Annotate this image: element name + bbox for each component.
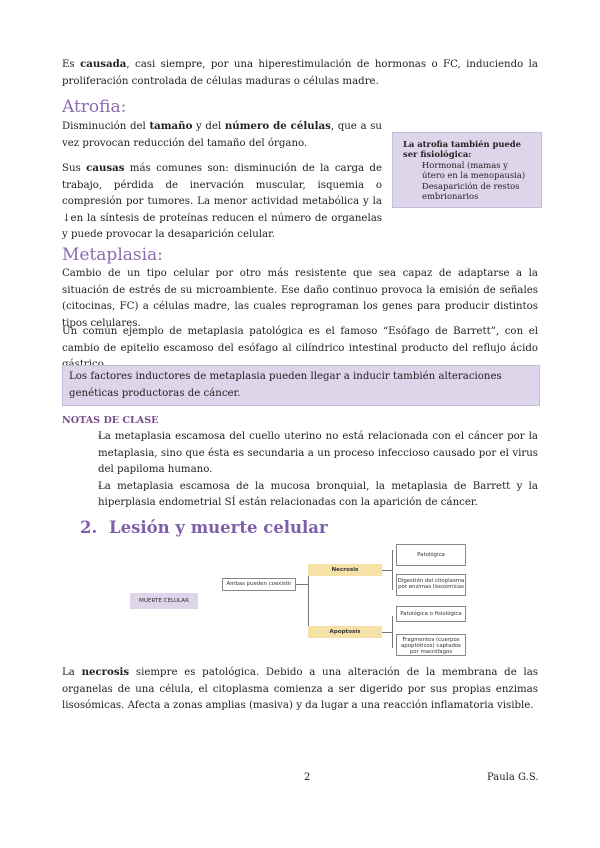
atrofia-p2-text: más comunes son: disminución de la carga de trabajo, pérdida de inervación muscular, isquemia o compresión por tumores. La menor actividad metabólica y la ↓en la síntesis de proteínas reducen el número de organelas y puede provocar la desaparición celular. xyxy=(62,163,382,241)
intro-paragraph xyxy=(62,56,538,90)
necrosis-text-start: La xyxy=(62,667,82,678)
notes-title: NOTAS DE CLASE xyxy=(62,415,159,426)
side-note-title: La atrofia también puede ser fisiológica: xyxy=(403,139,521,159)
side-note-list xyxy=(403,160,531,201)
diagram-connector xyxy=(308,570,309,630)
intro-text-start: Es xyxy=(62,59,81,70)
atrofia-p2-bold-causes: causas xyxy=(86,162,125,174)
metaplasia-highlight-text: Los factores inductores de metaplasia pueden llegar a inducir también alteraciones genéticas productoras de cáncer. xyxy=(69,371,502,399)
section-title: Lesión y muerte celular xyxy=(108,518,328,537)
side-note-item xyxy=(403,160,531,180)
atrofia-p1-text: y del xyxy=(192,121,225,132)
atrofia-p1-text: , que a su vez provocan reducción del tamaño del órgano. xyxy=(62,121,382,149)
diagram-shared-box: Ambas pueden coexistir xyxy=(222,578,296,591)
necrosis-text-end: siempre es patológica. Debido a una alteración de la membrana de las organelas de una célula, el citoplasma comienza a ser digerido por sus propias enzimas lisosómicas. Afecta a zonas amplias (masiva) y da lugar a una reacción inflamatoria visible. xyxy=(62,667,539,712)
diagram-root-box: MUERTE CELULAR xyxy=(130,593,198,609)
note-item-text: La metaplasia escamosa del cuello uterino no está relacionada con el cáncer por la metaplasia, sino que ésta es secundaria a un proceso infeccioso causado por el virus del papiloma humano. xyxy=(98,431,538,476)
intro-bold-term: causada xyxy=(80,58,127,70)
diagram-apoptosis-child-2: Fragmentos (cuerpos apoptóticos) captados por macrófagos xyxy=(396,634,466,656)
diagram-necrosis-box: Necrosis xyxy=(308,564,382,576)
metaplasia-heading: Metaplasia: xyxy=(62,245,163,265)
diagram-connector xyxy=(392,616,393,648)
metaplasia-highlight-box xyxy=(62,365,540,406)
necrosis-bold-term: necrosis xyxy=(81,666,130,678)
diagram-necrosis-child-1: Patológica xyxy=(396,544,466,566)
section-2-heading xyxy=(80,518,328,537)
diagram-connector xyxy=(296,584,308,585)
note-item xyxy=(62,479,538,512)
atrofia-side-note xyxy=(392,132,542,208)
page-number: 2 xyxy=(304,772,311,783)
necrosis-paragraph xyxy=(62,664,538,715)
side-note-item-text: Hormonal (mamas y útero en la menopausia) xyxy=(422,160,526,180)
notes-list xyxy=(62,429,538,512)
metaplasia-paragraph-2: Un común ejemplo de metaplasia patológica es el famoso “Esófago de Barrett”, con el cambio de epitelio escamoso del esófago al cilíndrico intestinal producto del reflujo ácido xyxy=(62,326,538,354)
atrofia-paragraph-2 xyxy=(62,160,382,244)
atrofia-p1-text: Disminución del xyxy=(62,121,150,132)
diagram-apoptosis-box: Apoptosis xyxy=(308,626,382,638)
section-number: 2. xyxy=(80,518,98,537)
cell-death-diagram xyxy=(120,540,480,660)
atrofia-p1-bold-size: tamaño xyxy=(149,120,193,132)
side-note-item-text: Desaparición de restos embrionarios xyxy=(422,181,520,201)
diagram-connector xyxy=(382,632,392,633)
note-item-text: La metaplasia escamosa de la mucosa bronquial, la metaplasia de Barrett y la hiperplasia endometrial SÍ están relacionadas con la aparición de cáncer. xyxy=(98,480,538,509)
side-note-item xyxy=(403,181,531,201)
intro-text-end: , casi siempre, por una hiperestimulación de hormonas o FC, induciendo la proliferación controlada de células maduras o células madre. xyxy=(62,59,539,87)
diagram-connector xyxy=(382,570,392,571)
author-name: Paula G.S. xyxy=(487,772,539,783)
diagram-necrosis-child-2: Digestión del citoplasma por enzimas lisosómicas xyxy=(396,574,466,596)
metaplasia-paragraph-1: Cambio de un tipo celular por otro más resistente que sea capaz de adaptarse a la situación de estrés de su microambiente. Ese daño continuo provoca la emisión de señales (citocinas, FC) a células madre, las cuales reprograman los genes para producir distintos tipos celulares. xyxy=(62,268,538,329)
atrofia-p2-text: Sus xyxy=(62,163,87,174)
atrofia-p1-bold-number: número de células xyxy=(224,120,331,132)
diagram-apoptosis-child-1: Patológica o fisiológica xyxy=(396,606,466,622)
atrofia-heading: Atrofia: xyxy=(62,97,127,117)
note-item xyxy=(62,429,538,479)
atrofia-paragraph-1 xyxy=(62,118,382,152)
diagram-connector xyxy=(392,550,393,590)
